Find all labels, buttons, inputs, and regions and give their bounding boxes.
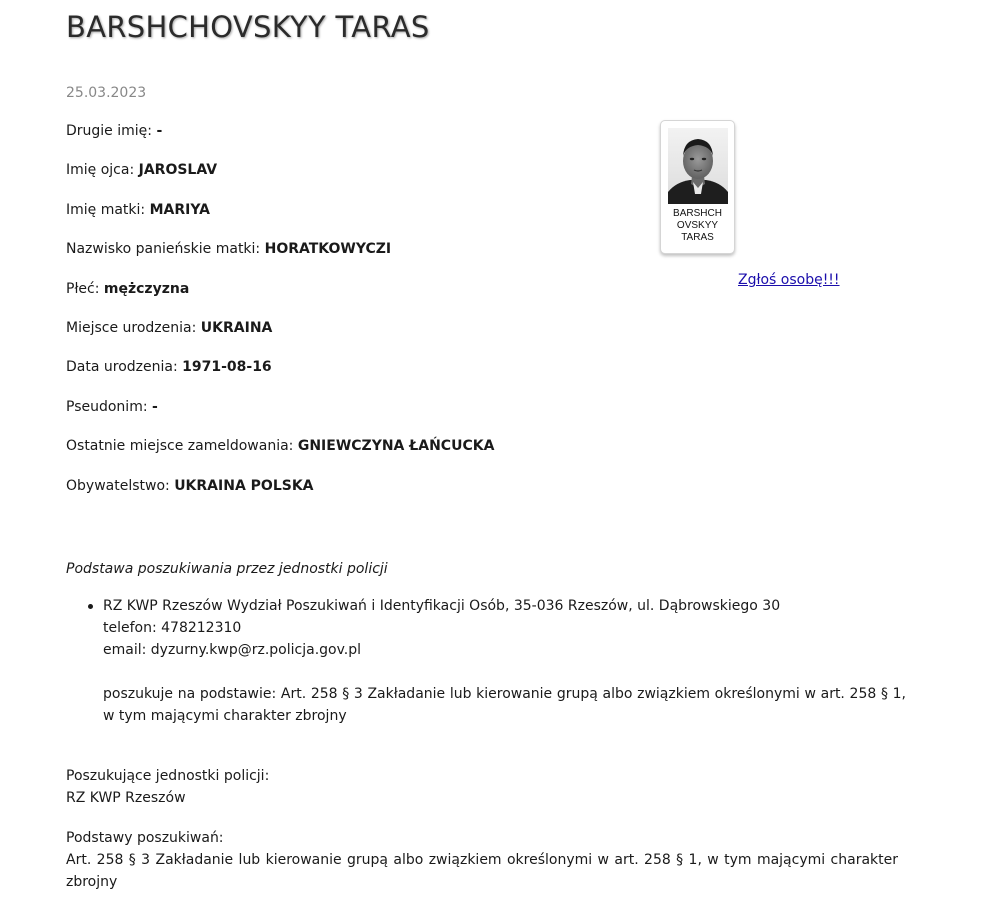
field-label: Płeć: <box>66 280 100 297</box>
unit-address: RZ KWP Rzeszów Wydział Poszukiwań i Identyfikacji Osób, 35-036 Rzeszów, ul. Dąbrowskiego 30 <box>103 598 781 614</box>
field-last-residence <box>66 437 494 476</box>
person-portrait-icon <box>668 128 728 204</box>
field-value: JAROSLAV <box>138 162 218 179</box>
unit-phone: telefon: 478212310 <box>103 620 242 636</box>
field-mother-name <box>66 201 494 240</box>
field-label: Nazwisko panieńskie matki: <box>66 241 261 258</box>
field-value: 1971-08-16 <box>182 359 272 376</box>
field-birthdate <box>66 358 494 397</box>
field-label: Pseudonim: <box>66 398 148 415</box>
page-title: BARSHCHOVSKYY TARAS <box>66 10 430 44</box>
photo-card[interactable] <box>660 120 735 254</box>
person-details <box>66 122 494 516</box>
search-basis-heading: Podstawa poszukiwania przez jednostki policji <box>66 561 388 577</box>
list-item <box>66 595 906 727</box>
search-grounds-value: Art. 258 § 3 Zakładanie lub kierowanie grupą albo związkiem określonymi w art. 258 § 1, w tym mającymi charakter zbrojny <box>66 852 898 890</box>
person-photo <box>668 128 728 204</box>
field-value: mężczyzna <box>103 280 190 297</box>
field-label: Imię ojca: <box>66 162 135 179</box>
publication-date: 25.03.2023 <box>66 85 147 101</box>
field-label: Obywatelstwo: <box>66 477 170 494</box>
seeking-units-value: RZ KWP Rzeszów <box>66 790 186 806</box>
search-grounds-label: Podstawy poszukiwań: <box>66 830 224 846</box>
field-value: MARIYA <box>149 201 210 218</box>
field-label: Data urodzenia: <box>66 359 178 376</box>
field-citizenship <box>66 477 494 516</box>
field-value: - <box>156 123 163 139</box>
field-label: Miejsce urodzenia: <box>66 319 197 336</box>
field-mother-maiden-name <box>66 240 494 279</box>
report-person-link[interactable]: Zgłoś osobę!!! <box>738 272 840 288</box>
field-father-name <box>66 161 494 200</box>
search-grounds <box>66 827 898 893</box>
field-alias <box>66 398 494 437</box>
field-birthplace <box>66 319 494 358</box>
bullet-icon <box>88 604 93 609</box>
field-value: - <box>152 398 158 415</box>
field-label: Imię matki: <box>66 201 146 218</box>
seeking-units <box>66 765 898 809</box>
search-units-list <box>66 595 906 727</box>
photo-caption-text: BARSHCH OVSKYY TARAS <box>673 208 722 243</box>
unit-email: email: dyzurny.kwp@rz.policja.gov.pl <box>103 642 362 658</box>
field-value: UKRAINA POLSKA <box>174 477 314 494</box>
field-label: Drugie imię: <box>66 123 152 139</box>
field-sex <box>66 280 494 319</box>
field-label: Ostatnie miejsce zameldowania: <box>66 438 294 455</box>
unit-basis: poszukuje na podstawie: Art. 258 § 3 Zakładanie lub kierowanie grupą albo związkiem określonymi w art. 258 § 1, w tym mającymi charakter zbrojny <box>103 686 906 724</box>
field-value: UKRAINA <box>200 319 273 336</box>
field-value: HORATKOWYCZI <box>264 241 392 258</box>
field-middle-name <box>66 122 494 161</box>
photo-caption <box>661 208 734 244</box>
field-value: GNIEWCZYNA ŁAŃCUCKA <box>297 438 495 455</box>
seeking-units-label: Poszukujące jednostki policji: <box>66 768 270 784</box>
